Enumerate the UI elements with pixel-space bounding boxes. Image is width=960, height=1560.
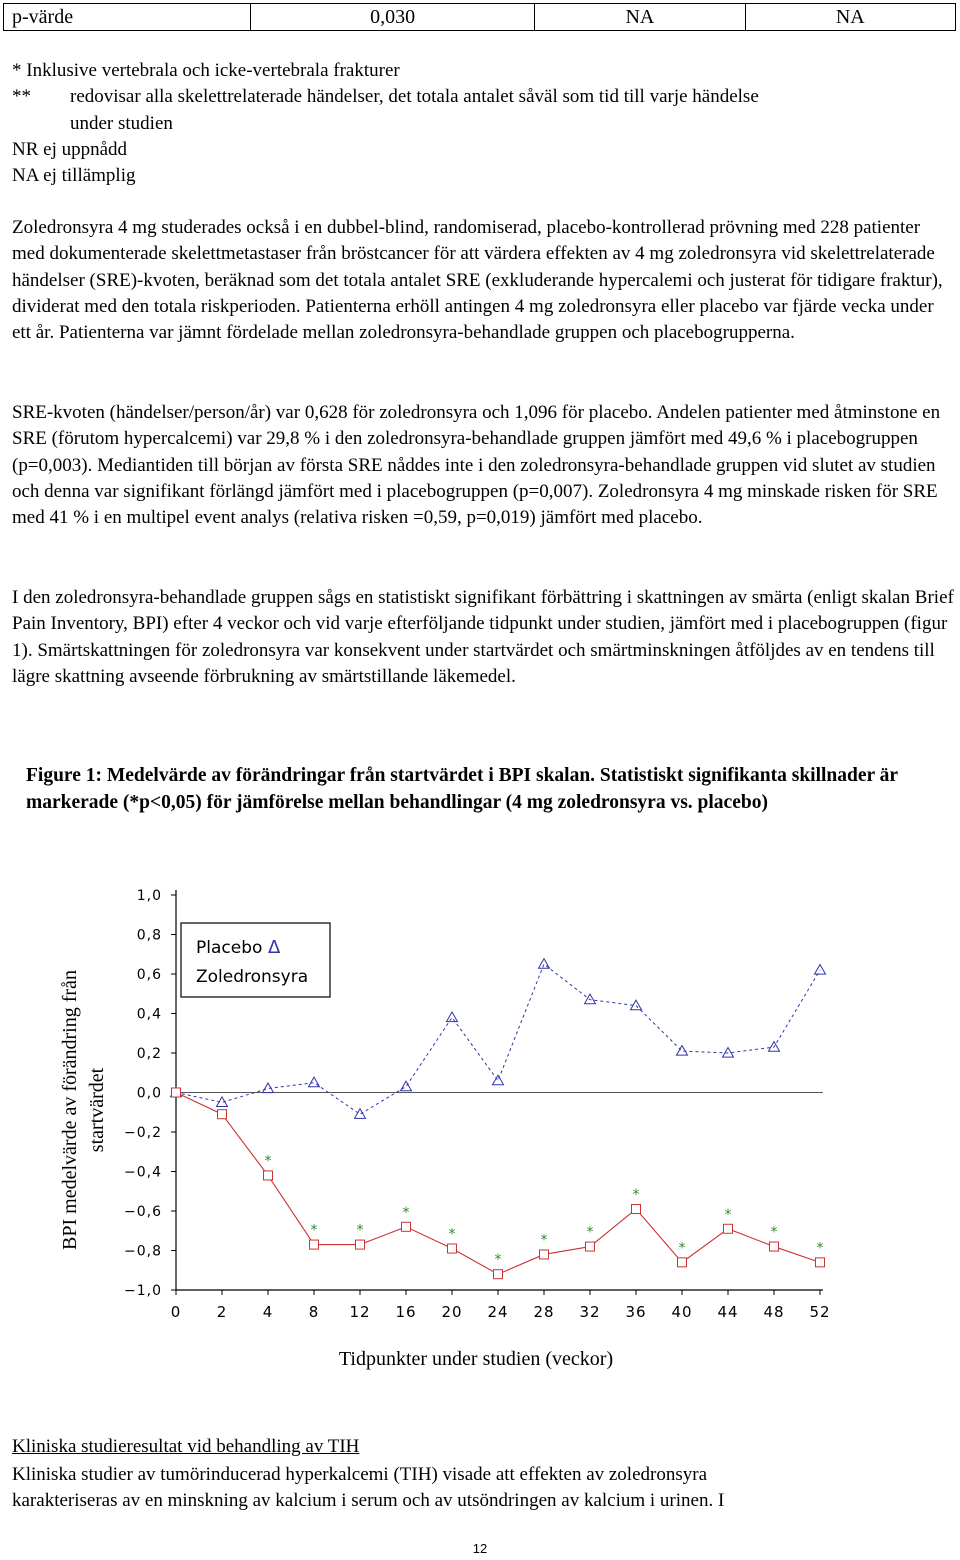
legend-placebo-triangle-icon: Δ <box>268 937 281 958</box>
y-tick-label: 0,6 <box>136 967 162 983</box>
x-tick-label: 36 <box>625 1303 647 1321</box>
y-tick-label: 0,0 <box>136 1085 162 1102</box>
y-axis-label: BPI medelvärde av förändring från <box>59 970 81 1250</box>
footnote-stars-text: redovisar alla skelettrelaterade händelser, det totala antalet såväl som tid till varje händelse <box>70 86 759 107</box>
significance-star: * <box>724 1206 732 1223</box>
x-tick-label: 28 <box>533 1303 555 1321</box>
footnote-stars-text-cont: under studien <box>70 113 173 134</box>
placebo-point <box>447 1012 458 1022</box>
significance-star: * <box>402 1204 410 1221</box>
figure-caption: Figure 1: Medelvärde av förändringar från startvärdet i BPI skalan. Statistiskt signifikanta skillnader är markerade (*p<0,05) för jämförelse mellan behandlingar (4 mg zoledronsyra vs. placebo) <box>26 765 898 813</box>
zoledronsyra-point <box>172 1088 181 1097</box>
placebo-point <box>355 1109 366 1119</box>
legend-zoledronsyra-label: Zoledronsyra <box>196 967 309 987</box>
x-tick-label: 2 <box>216 1303 228 1321</box>
zoledronsyra-series-line <box>176 1093 820 1275</box>
y-tick-label: −1,0 <box>124 1283 162 1299</box>
section-text: Kliniska studier av tumörinducerad hyperkalcemi (TIH) visade att effekten av zoledronsyra <box>12 1464 708 1485</box>
significance-star: * <box>264 1153 272 1170</box>
zoledronsyra-point <box>356 1240 365 1249</box>
x-tick-label: 48 <box>763 1303 785 1321</box>
significance-star: * <box>586 1224 594 1241</box>
placebo-point <box>677 1046 688 1056</box>
zoledronsyra-point <box>218 1110 227 1119</box>
p-value-label: p-värde <box>4 4 251 31</box>
x-tick-label: 24 <box>487 1303 509 1321</box>
zoledronsyra-point <box>770 1242 779 1251</box>
section-heading: Kliniska studieresultat vid behandling av TIH <box>12 1436 360 1457</box>
significance-star: * <box>770 1224 778 1241</box>
significance-star: * <box>310 1222 318 1239</box>
p-value-table <box>3 3 956 31</box>
footnote-na: NA ej tillämplig <box>12 165 136 186</box>
footnote-nr: NR ej uppnådd <box>12 139 128 160</box>
x-tick-label: 44 <box>717 1303 739 1321</box>
y-tick-label: −0,2 <box>124 1125 162 1141</box>
zoledronsyra-point <box>816 1258 825 1267</box>
significance-star: * <box>816 1240 824 1257</box>
zoledronsyra-point <box>402 1222 411 1231</box>
paragraph-pain-results: I den zoledronsyra-behandlade gruppen sågs en statistiskt signifikant förbättring i skattningen av smärta (enligt skalan Brief Pain Inventory, BPI) efter 4 veckor och vid varje efterföljande tidpunkt under studien, jämfört med i placebogruppen (figur 1). Smärtskattningen för zoledronsyra var konsekvent under startvärdet och smärtminskningen åtföljdes av en tendens till lägre skattning avseende förbrukning av smärtstillande läkemedel. <box>12 587 954 687</box>
zoledronsyra-point <box>264 1171 273 1180</box>
x-tick-label: 32 <box>579 1303 601 1321</box>
p-value-cell: 0,030 <box>251 4 535 31</box>
y-tick-label: −0,4 <box>124 1164 162 1181</box>
x-tick-label: 20 <box>441 1303 463 1321</box>
y-tick-label: −0,6 <box>124 1204 162 1220</box>
zoledronsyra-point <box>448 1244 457 1253</box>
significance-star: * <box>540 1232 548 1249</box>
legend-placebo-label: Placebo <box>196 938 263 958</box>
y-tick-label: 0,8 <box>136 927 162 944</box>
paragraph-study-design: Zoledronsyra 4 mg studerades också i en dubbel-blind, randomiserad, placebo-kontrollerad prövning med 228 patienter med dokumenterade skelettmetastaser från bröstcancer för att värdera effekten av 4 mg zoledronsyra vid skelettrelaterade händelser (SRE)-kvoten, beräknad som det totala antalet SRE (exkluderande hypercalemi och justerat för tidigare fraktur), dividerat med den totala riskperioden. Patienterna erhöll antingen 4 mg zoledronsyra eller placebo var fjärde vecka under ett år. Patienterna var jämnt fördelade mellan zoledronsyra-behandlade gruppen och placebogrupperna. <box>12 217 943 344</box>
x-tick-label: 40 <box>671 1303 693 1321</box>
significance-star: * <box>494 1252 502 1269</box>
zoledronsyra-point <box>494 1270 503 1279</box>
footnote-inclusive: * Inklusive vertebrala och icke-vertebrala frakturer <box>12 60 400 81</box>
x-tick-label: 12 <box>349 1303 371 1321</box>
x-tick-label: 8 <box>308 1303 320 1321</box>
x-tick-label: 16 <box>395 1303 417 1321</box>
zoledronsyra-point <box>724 1224 733 1233</box>
placebo-point <box>493 1075 504 1085</box>
p-value-cell: NA <box>745 4 955 31</box>
y-tick-label: −0,8 <box>124 1243 162 1260</box>
x-tick-label: 0 <box>170 1303 182 1321</box>
y-tick-label: 1,0 <box>136 888 162 904</box>
zoledronsyra-point <box>632 1205 641 1214</box>
significance-star: * <box>356 1222 364 1239</box>
significance-star: * <box>678 1240 686 1257</box>
p-value-cell: NA <box>535 4 745 31</box>
x-tick-label: 52 <box>809 1303 831 1321</box>
x-tick-label: 4 <box>262 1303 274 1321</box>
zoledronsyra-point <box>678 1258 687 1267</box>
zoledronsyra-point <box>310 1240 319 1249</box>
x-axis-label: Tidpunkter under studien (veckor) <box>338 1348 614 1370</box>
bpi-line-chart <box>0 860 960 1380</box>
footnote-stars-mark: ** <box>12 86 31 107</box>
table-row <box>4 4 956 31</box>
significance-star: * <box>448 1226 456 1243</box>
y-tick-label: 0,2 <box>136 1046 162 1062</box>
zoledronsyra-point <box>586 1242 595 1251</box>
paragraph-sre-results: SRE-kvoten (händelser/person/år) var 0,628 för zoledronsyra och 1,096 för placebo. Andelen patienter med åtminstone en SRE (förutom hypercalcemi) var 29,8 % i den zoledronsyra-behandlade gruppen jämfört med 49,6 % i placebogruppen (p=0,003). Mediantiden till början av första SRE nåddes inte i den zoledronsyra-behandlade gruppen vid slutet av studien och denna var signifikant förlängd jämfört med i placebogruppen (p=0,007). Zoledronsyra 4 mg minskade risken för SRE med 41 % i en multipel event analys (relativa risken =0,59, p=0,019) jämfört med placebo. <box>12 402 941 529</box>
placebo-point <box>815 965 826 975</box>
y-tick-label: 0,4 <box>136 1006 162 1023</box>
significance-star: * <box>632 1187 640 1204</box>
page-number: 12 <box>472 1541 488 1556</box>
y-axis-label-line2: startvärdet <box>86 1067 108 1153</box>
section-text-cont: karakteriseras av en minskning av kalcium i serum och av utsöndringen av kalcium i urinen. I <box>12 1490 725 1511</box>
placebo-point <box>585 994 596 1004</box>
zoledronsyra-point <box>540 1250 549 1259</box>
